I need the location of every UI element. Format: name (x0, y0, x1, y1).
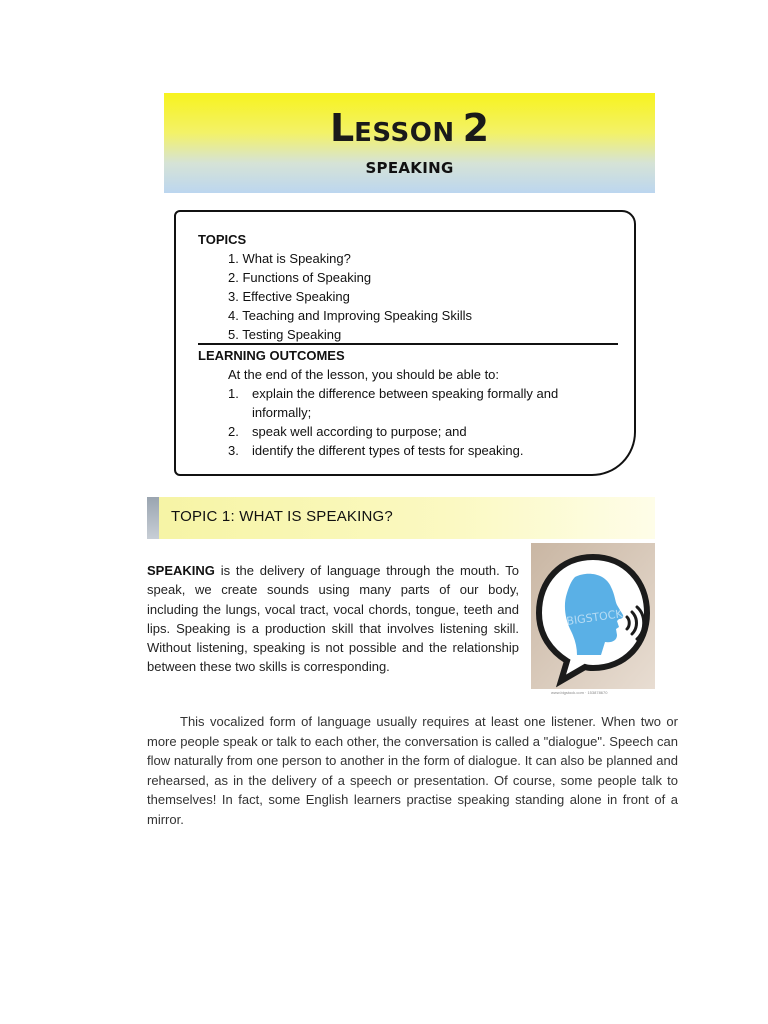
topic-item: 3. Effective Speaking (228, 289, 350, 304)
outcome-text: speak well according to purpose; and (252, 424, 467, 439)
image-watermark: BIGSTOCK (565, 607, 624, 628)
lesson-number: 2 (462, 106, 490, 150)
outcome-continuation: informally; (252, 405, 312, 420)
topic-heading-title: TOPIC 1: WHAT IS SPEAKING? (171, 508, 393, 525)
topic-item: 2. Functions of Speaking (228, 270, 372, 285)
paragraph-body: This vocalized form of language usually requires at least one listener. When two or more people speak or talk to each other, the conversation is called a "dialogue". Speech can flow naturally from one person to another in the form of dialogue. It can also be planned and rehearsed, as in the delivery of a speech or presentation. Of course, some people talk to themselves! In fact, some English learners practise speaking standing alone in front of a mirror. (147, 714, 678, 827)
lesson-banner (164, 93, 655, 193)
outcome-item (228, 424, 467, 439)
lesson-subtitle: SPEAKING (365, 159, 454, 177)
paragraph-dialogue (147, 712, 678, 829)
lesson-title (164, 106, 655, 150)
topic-item: 1. What is Speaking? (228, 251, 351, 266)
outcome-number: 1. (228, 386, 239, 401)
topic-heading-accent (147, 497, 159, 539)
lesson-title-rest: ESSON (354, 118, 455, 148)
topic-heading-bar (147, 497, 655, 539)
paragraph-body: is the delivery of language through the mouth. To speak, we create sounds using many parts of our body, including the lungs, vocal tract, vocal chords, tongue, teeth and lips. Speaking is a production skill that involves listening skill. Without listening, speaking is not possible and the relationship between these two skills is corresponding. (147, 563, 519, 675)
outcomes-intro: At the end of the lesson, you should be able to: (228, 367, 500, 382)
topics-heading: TOPICS (198, 232, 247, 247)
section-divider (198, 343, 618, 345)
outcome-text: identify the different types of tests for speaking. (252, 443, 524, 458)
outcome-number: 2. (228, 424, 239, 439)
topics-outcomes-box (174, 210, 636, 476)
lesson-title-initial: L (329, 106, 355, 150)
outcome-number: 3. (228, 443, 239, 458)
topic-item: 4. Teaching and Improving Speaking Skills (228, 308, 473, 323)
paragraph-speaking-definition (147, 561, 519, 677)
paragraph-lead-term: SPEAKING (147, 563, 215, 578)
topic-item: 5. Testing Speaking (228, 327, 342, 342)
image-caption: www.bigstock.com · 153878670 (551, 690, 608, 695)
outcome-text: explain the difference between speaking formally and (252, 386, 559, 401)
outcomes-heading: LEARNING OUTCOMES (198, 348, 345, 363)
outcome-item (228, 443, 523, 458)
speaking-head-image (531, 543, 655, 689)
outcome-item (228, 386, 558, 401)
